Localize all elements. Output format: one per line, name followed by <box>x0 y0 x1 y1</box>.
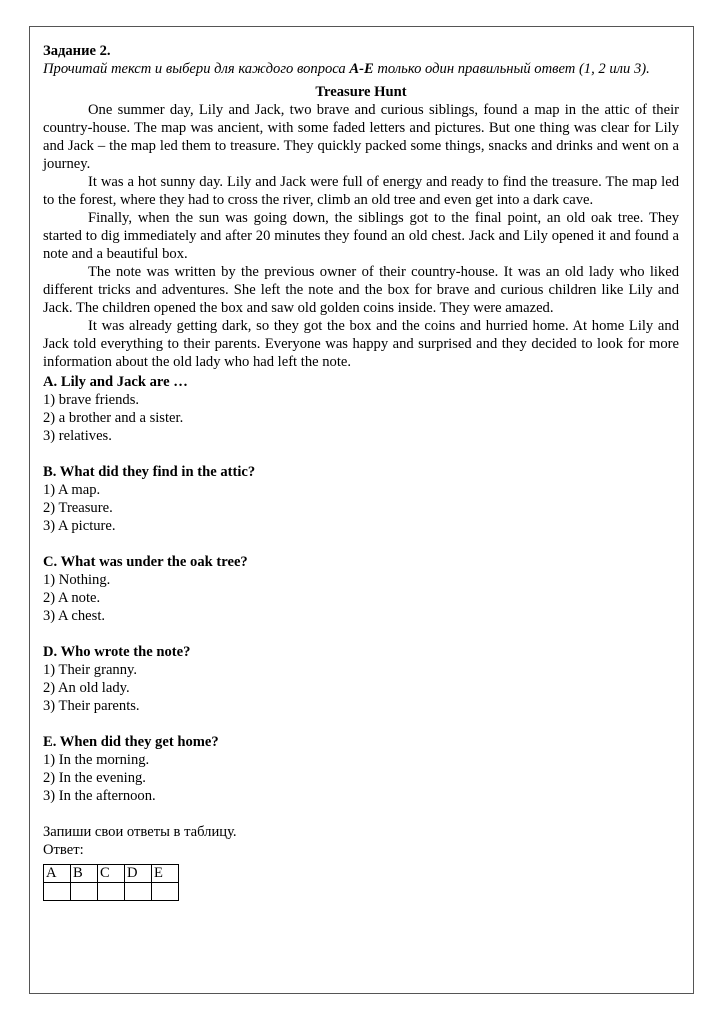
answer-option: 3) In the afternoon. <box>43 788 156 804</box>
question-e <box>43 733 679 805</box>
story-paragraph: It was a hot sunny day. Lily and Jack were full of energy and ready to find the treasure. The map led to the forest, where they had to cross the river, climb an old tree and even get into a dark cave. <box>43 174 679 208</box>
answer-option: 2) a brother and a sister. <box>43 410 184 426</box>
question-b <box>43 463 679 535</box>
story-paragraph: Finally, when the sun was going down, the siblings got to the final point, an old oak tree. They started to dig immediately and after 20 minutes they found an old chest. Jack and Lily opened it and found a note and a beautiful box. <box>43 210 679 262</box>
answer-option: 1) Nothing. <box>43 572 111 588</box>
answer-cell-d[interactable] <box>125 883 152 901</box>
answer-option: 2) Treasure. <box>43 500 113 516</box>
answer-option: 3) Their parents. <box>43 698 140 714</box>
answer-cell-b[interactable] <box>71 883 98 901</box>
answer-column-header: A <box>44 865 71 883</box>
answer-option: 3) relatives. <box>43 428 112 444</box>
question-d <box>43 643 679 715</box>
answer-cell-c[interactable] <box>98 883 125 901</box>
question-label: A. Lily and Jack are … <box>43 374 188 390</box>
question-label: E. When did they get home? <box>43 734 219 750</box>
task-instruction: Прочитай текст и выбери для каждого вопроса A-E только один правильный ответ (1, 2 или 3). <box>43 61 650 77</box>
worksheet <box>43 42 679 901</box>
task-title: Задание 2. <box>43 43 111 59</box>
answer-table <box>43 864 179 901</box>
answer-option: 2) A note. <box>43 590 101 606</box>
question-label: D. Who wrote the note? <box>43 644 191 660</box>
answer-label: Ответ: <box>43 842 84 858</box>
question-c <box>43 553 679 625</box>
question-a <box>43 373 679 445</box>
story-paragraph: It was already getting dark, so they got the box and the coins and hurried home. At home Lily and Jack told everything to their parents. Everyone was happy and surprised and they decided to look for more information about the old lady who had left the note. <box>43 318 679 370</box>
answer-option: 2) In the evening. <box>43 770 146 786</box>
answer-column-header: D <box>125 865 152 883</box>
answer-column-header: E <box>152 865 179 883</box>
story-title: Treasure Hunt <box>315 84 407 100</box>
question-label: C. What was under the oak tree? <box>43 554 248 570</box>
answer-option: 1) A map. <box>43 482 101 498</box>
answer-option: 1) brave friends. <box>43 392 140 408</box>
answer-cell-a[interactable] <box>44 883 71 901</box>
question-label: B. What did they find in the attic? <box>43 464 256 480</box>
answer-prompt: Запиши свои ответы в таблицу. <box>43 824 237 840</box>
story-paragraph: The note was written by the previous owner of their country-house. It was an old lady who liked different tricks and adventures. She left the note and the box for brave and curious children like Lily and Jack. The children opened the box and saw old golden coins inside. They were amazed. <box>43 264 679 316</box>
answer-option: 1) In the morning. <box>43 752 150 768</box>
answer-column-header: C <box>98 865 125 883</box>
answer-column-header: B <box>71 865 98 883</box>
answer-cell-e[interactable] <box>152 883 179 901</box>
answer-option: 1) Their granny. <box>43 662 138 678</box>
answer-option: 3) A chest. <box>43 608 106 624</box>
answer-option: 3) A picture. <box>43 518 116 534</box>
answer-option: 2) An old lady. <box>43 680 130 696</box>
story-paragraph: One summer day, Lily and Jack, two brave and curious siblings, found a map in the attic of their country-house. The map was ancient, with some faded letters and pictures. But one thing was clear for Lily and Jack – the map led them to treasure. They quickly packed some things, snacks and drinks and went on a journey. <box>43 102 679 172</box>
